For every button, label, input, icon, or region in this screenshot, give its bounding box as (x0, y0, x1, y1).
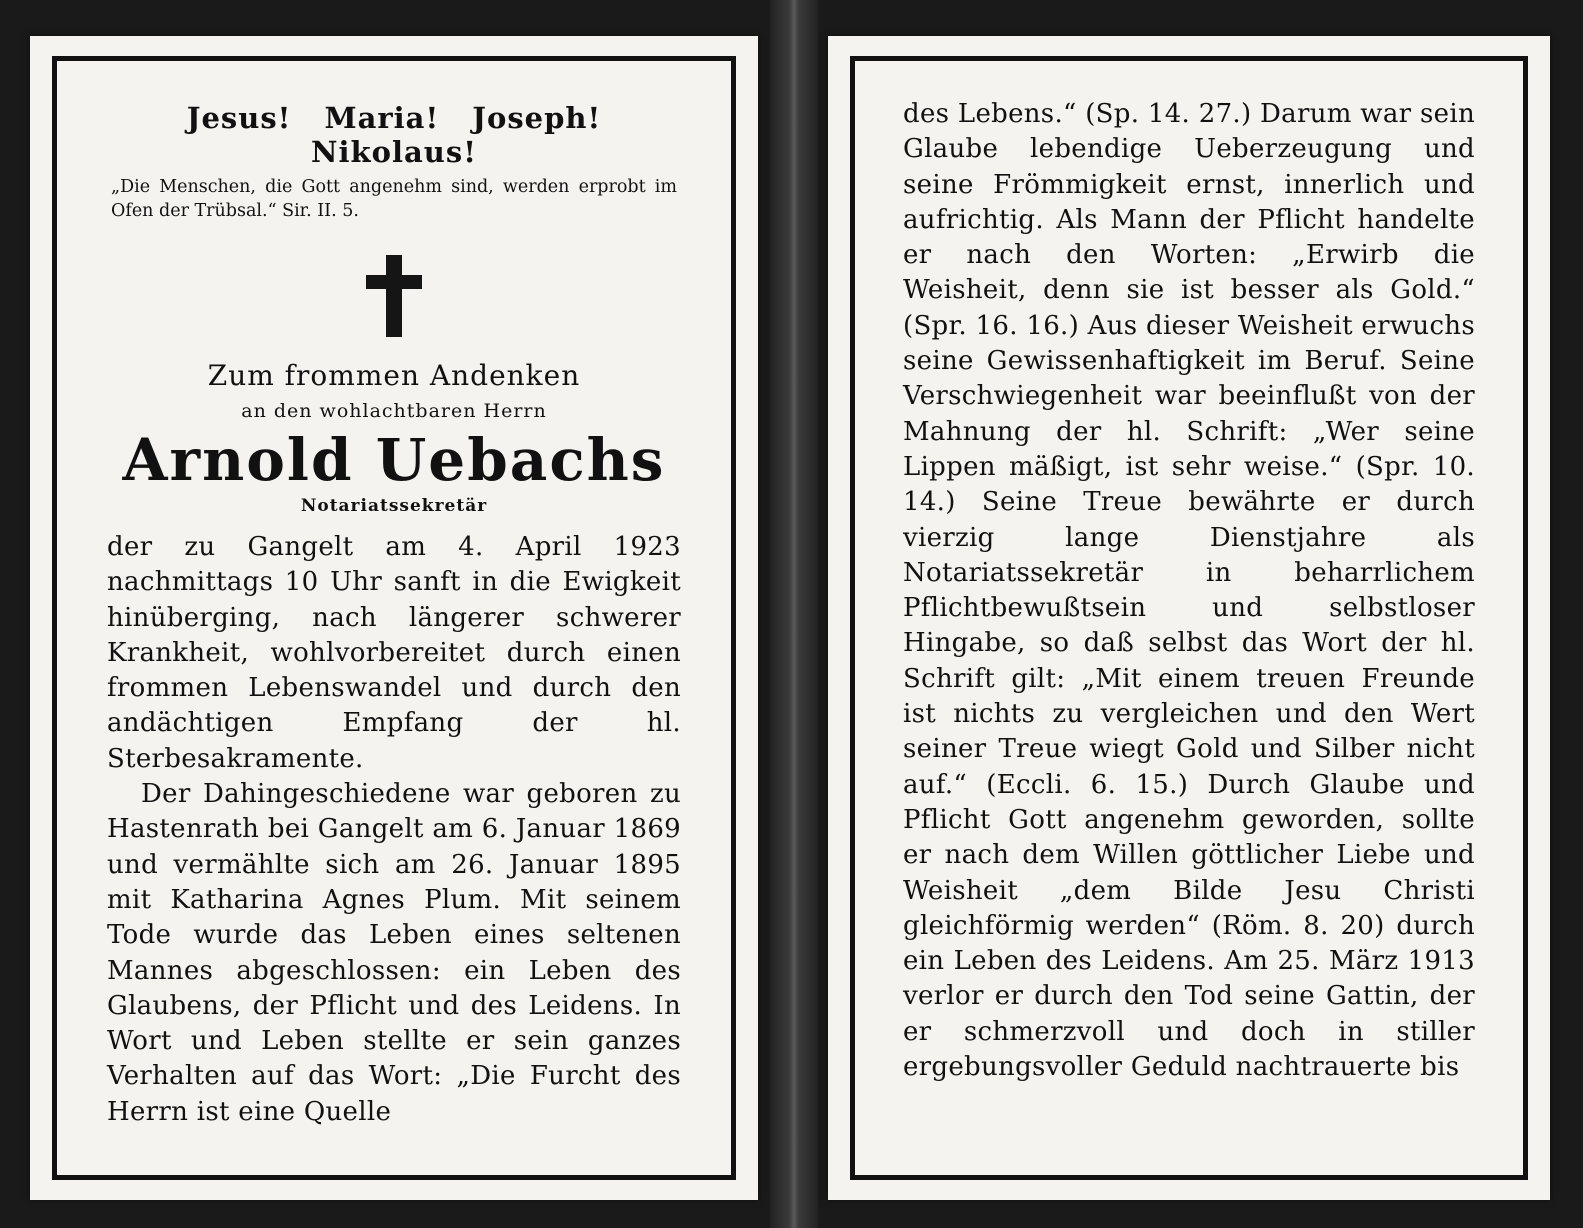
right-page (828, 36, 1550, 1200)
left-page-border (52, 56, 736, 1180)
left-page (30, 36, 758, 1200)
deceased-name: Arnold Uebachs (122, 426, 666, 494)
motto-quote: „Die Menschen, die Gott angenehm sind, werden erprobt im Ofen der Trübsal.“ Sir. II. 5. (111, 177, 677, 221)
right-page-border (850, 56, 1528, 1180)
cross-icon (366, 255, 422, 337)
profession-line: Notariatssekretär (300, 496, 488, 516)
left-body-text (107, 530, 681, 1130)
card-spine (770, 0, 818, 1228)
paragraph-biography: Der Dahingeschiedene war geboren zu Hastenrath bei Gangelt am 6. Januar 1869 und vermählte sich am 26. Januar 1895 mit Katharina Agnes Plum. Mit seinem Tode wurde das Leben eines seltenen Mannes abgeschlossen: ein Leben des Glaubens, der Pflicht und des Leidens. In Wort und Leben stellte er sein ganzes Verhalten auf das Wort: „Die Furcht des Herrn ist eine Quelle (107, 779, 681, 1127)
dedication-line: an den wohlachtbaren Herrn (241, 400, 547, 422)
in-memory-heading: Zum frommen Andenken (207, 359, 581, 392)
invocation-heading: Jesus! Maria! Joseph! Nikolaus! (186, 101, 602, 169)
right-body-text: des Lebens.“ (Sp. 14. 27.) Darum war sein Glaube lebendige Ueberzeugung und seine Frömmigkeit ernst, innerlich und aufrichtig. Als Mann der Pflicht handelte er nach den Worten: „Erwirb die Weisheit, denn sie ist besser als Gold.“ (Spr. 16. 16.) Aus dieser Weisheit erwuchs seine Gewissenhaftigkeit im Beruf. Seine Verschwiegenheit war beeinflußt von der Mahnung der hl. Schrift: „Wer seine Lippen mäßigt, ist sehr weise.“ (Spr. 10. 14.) Seine Treue bewährte er durch vierzig lange Dienstjahre als Notariatssekretär in beharrlichem Pflichtbewußtsein und selbstloser Hingabe, so daß selbst das Wort der hl. Schrift gilt: „Mit einem treuen Freunde ist nichts zu vergleichen und den Wert seiner Treue wiegt Gold und Silber nicht auf.“ (Eccli. 6. 15.) Durch Glaube und Pflicht Gott angenehm geworden, sollte er nach dem Willen göttlicher Liebe und Weisheit „dem Bilde Jesu Christi gleichförmig werden“ (Röm. 8. 20) durch ein Leben des Leidens. Am 25. März 1913 verlor er durch den Tod seine Gattin, der er schmerzvoll und doch in stiller ergebungsvoller Geduld nachtrauerte bis (903, 99, 1475, 1083)
left-page-content (107, 71, 681, 1130)
paragraph-death-notice: der zu Gangelt am 4. April 1923 nachmittags 10 Uhr sanft in die Ewigkeit hinüberging, nach längerer schwerer Krankheit, wohlvorbereitet durch einen frommen Lebenswandel und durch den andächtigen Empfang der hl. Sterbesakramente. (107, 532, 681, 774)
